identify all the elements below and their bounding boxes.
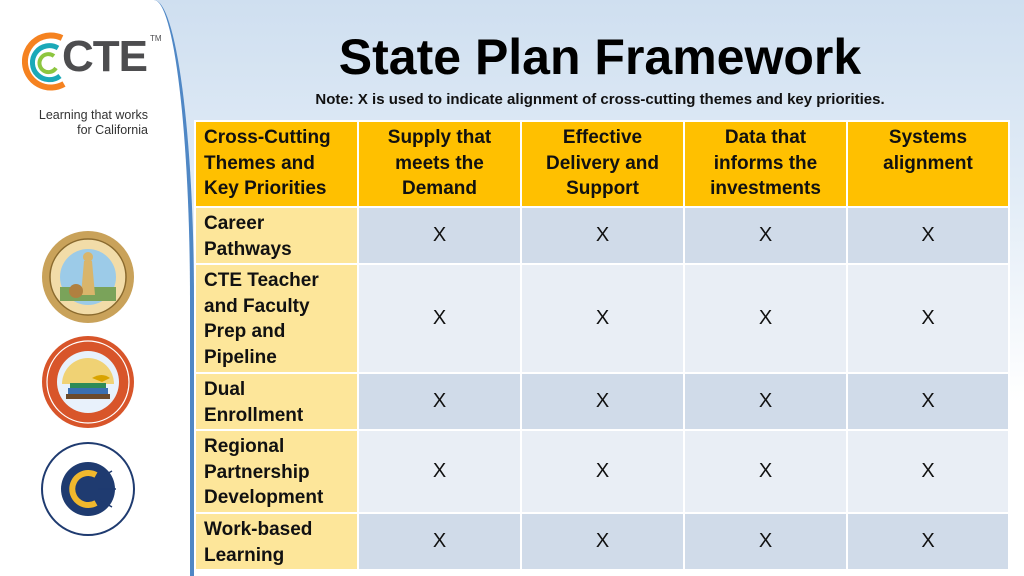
label-line: and Faculty — [204, 295, 310, 317]
logo-trademark: TM — [150, 34, 162, 43]
cte-logo — [22, 28, 162, 138]
header-line: Themes and — [204, 152, 315, 174]
column-header — [195, 121, 358, 207]
table-cell: X — [521, 430, 684, 513]
table-row — [195, 373, 1009, 430]
label-line: Learning — [204, 544, 285, 566]
label-line: Pipeline — [204, 346, 277, 368]
label-line: Work-based — [204, 519, 313, 540]
header-line: Delivery and — [546, 152, 659, 174]
table-cell: X — [684, 207, 847, 264]
alignment-note: Note: X is used to indicate alignment of cross-cutting themes and key priorities. — [315, 91, 885, 108]
header-line: investments — [710, 178, 821, 199]
logo-word: CTE — [62, 32, 147, 81]
table-cell: X — [847, 430, 1009, 513]
table-cell: X — [847, 513, 1009, 570]
table-cell: X — [358, 264, 521, 373]
table-cell: X — [358, 430, 521, 513]
table-row — [195, 513, 1009, 570]
row-label — [195, 207, 358, 264]
header-line: Demand — [402, 178, 477, 199]
header-line: Supply that — [387, 127, 492, 148]
table-cell: X — [847, 264, 1009, 373]
logo-tagline — [24, 108, 148, 138]
row-label — [195, 430, 358, 513]
label-line: Partnership — [204, 461, 310, 483]
header-line: Effective — [562, 127, 643, 148]
table-cell: X — [684, 373, 847, 430]
label-line: CTE Teacher — [204, 270, 319, 291]
header-line: meets the — [395, 152, 484, 174]
table-cell: X — [684, 264, 847, 373]
table-row — [195, 430, 1009, 513]
label-line: Prep and — [204, 321, 286, 342]
department-of-education-seal — [40, 334, 136, 430]
table-cell: X — [521, 264, 684, 373]
row-label — [195, 513, 358, 570]
header-line: Cross-Cutting — [204, 127, 331, 148]
sidebar — [0, 0, 194, 576]
california-community-colleges-seal — [40, 441, 136, 537]
label-line: Enrollment — [204, 404, 304, 426]
table-cell: X — [521, 207, 684, 264]
label-line: Development — [204, 487, 324, 508]
column-header — [684, 121, 847, 207]
table-cell: X — [847, 207, 1009, 264]
table-cell: X — [358, 513, 521, 570]
table-row — [195, 264, 1009, 373]
table-cell: X — [684, 430, 847, 513]
page-title: State Plan Framework — [338, 29, 862, 85]
tagline-line: for California — [77, 123, 148, 137]
header-line: Key Priorities — [204, 178, 327, 199]
table-cell: X — [358, 207, 521, 264]
tagline-line: Learning that works — [38, 108, 148, 122]
header-line: alignment — [883, 152, 973, 174]
label-line: Regional — [204, 436, 285, 457]
label-line: Pathways — [204, 238, 292, 260]
column-header — [358, 121, 521, 207]
table-cell: X — [521, 373, 684, 430]
row-label — [195, 373, 358, 430]
header-line: Support — [566, 178, 639, 199]
header-line: Systems — [888, 127, 968, 148]
table-cell: X — [847, 373, 1009, 430]
label-line: Career — [204, 213, 265, 234]
label-line: Dual — [204, 379, 246, 400]
table-row — [195, 207, 1009, 264]
table-cell: X — [521, 513, 684, 570]
table-header-row — [195, 121, 1009, 207]
column-header — [521, 121, 684, 207]
state-board-of-education-seal — [40, 229, 136, 325]
row-label — [195, 264, 358, 373]
column-header — [847, 121, 1009, 207]
table-cell: X — [358, 373, 521, 430]
header-line: Data that — [724, 127, 807, 148]
framework-table — [194, 120, 1010, 571]
table-cell: X — [684, 513, 847, 570]
header-line: informs the — [713, 152, 818, 174]
